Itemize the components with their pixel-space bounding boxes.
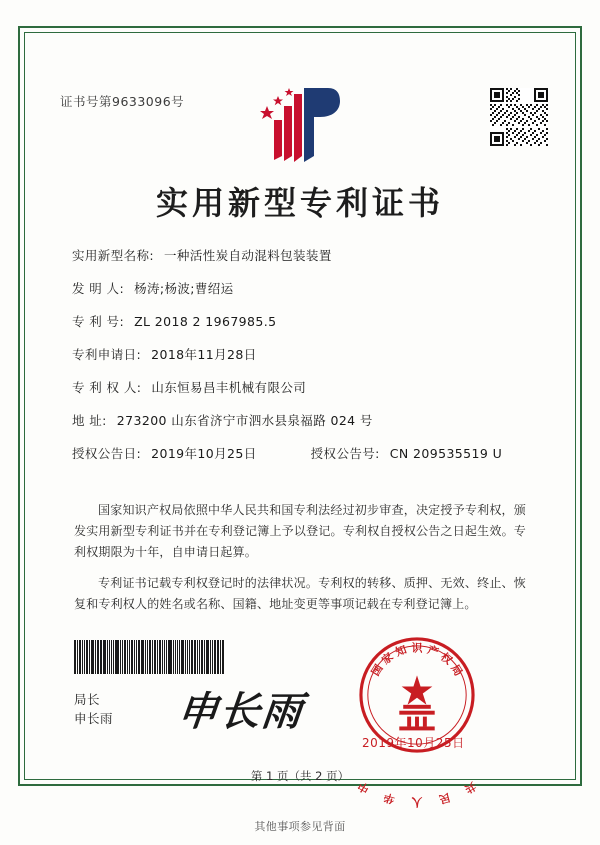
certificate-number: 证书号第9633096号 <box>60 94 185 109</box>
field-label: 实用新型名称: <box>72 248 155 263</box>
field-value: 273200 山东省济宁市泗水县泉福路 024 号 <box>116 413 373 428</box>
svg-text:知: 知 <box>393 643 409 660</box>
svg-text:识: 识 <box>411 641 423 655</box>
field-row-address <box>72 413 532 429</box>
field-label: 地 址: <box>72 413 107 428</box>
field-row-utility-model-name <box>72 248 532 264</box>
field-list <box>72 248 532 479</box>
signature-title: 局长 <box>74 692 101 707</box>
svg-text:华: 华 <box>382 790 397 806</box>
grant-publication-group <box>311 446 502 462</box>
field-row-patentee <box>72 380 532 396</box>
svg-text:家: 家 <box>379 650 396 668</box>
field-label: 专利申请日: <box>72 347 142 362</box>
paragraph-grant-statement: 国家知识产权局依照中华人民共和国专利法经过初步审查，决定授予专利权，颁发实用新型专利证书并在专利登记簿上予以登记。专利权自授权公告之日起生效。专利权期限为十年，自申请日起算。 <box>74 503 526 559</box>
field-row-grant-info <box>72 446 532 462</box>
field-row-patent-number <box>72 314 532 330</box>
corner-ornament-top-left <box>18 26 34 42</box>
corner-ornament-top-right <box>566 26 582 42</box>
field-value: 杨涛;杨波;曹绍运 <box>134 281 234 296</box>
barcode-icon <box>74 640 224 674</box>
footnote: 其他事项参见背面 <box>254 820 346 833</box>
qr-code-icon <box>490 88 548 146</box>
field-value: 2018年11月28日 <box>151 347 257 362</box>
field-label: 发 明 人: <box>72 281 125 296</box>
field-row-application-date <box>72 347 532 363</box>
field-value: ZL 2018 2 1967985.5 <box>134 314 277 329</box>
svg-text:局: 局 <box>448 662 466 679</box>
field-value: 山东恒易昌丰机械有限公司 <box>151 380 307 395</box>
field-value: 一种活性炭自动混料包装装置 <box>164 248 332 263</box>
handwritten-signature: 申长雨 <box>175 688 307 735</box>
seal-date: 2019年10月25日 <box>362 736 465 750</box>
svg-text:共: 共 <box>462 779 479 796</box>
signature-block <box>74 690 113 728</box>
field-label: 专 利 权 人: <box>72 380 142 395</box>
grant-publication-value: CN 209535519 U <box>389 446 503 461</box>
signature-name: 申长雨 <box>74 711 114 726</box>
svg-text:人: 人 <box>411 795 423 809</box>
svg-text:权: 权 <box>438 650 455 668</box>
field-row-inventors <box>72 281 532 297</box>
legal-text <box>74 500 526 625</box>
grant-publication-label: 授权公告号: <box>310 446 380 461</box>
svg-text:民: 民 <box>437 790 452 806</box>
grant-date-label: 授权公告日: <box>72 446 142 461</box>
paragraph-register-statement: 专利证书记载专利权登记时的法律状况。专利权的转移、质押、无效、终止、恢复和专利权人的姓名或名称、国籍、地址变更等事项记载在专利登记簿上。 <box>74 576 526 611</box>
page-indicator: 第 1 页（共 2 页） <box>250 769 350 783</box>
grant-date-value: 2019年10月25日 <box>151 446 257 461</box>
svg-text:国: 国 <box>368 662 386 679</box>
field-label: 专 利 号: <box>72 314 125 329</box>
svg-text:中: 中 <box>355 779 372 796</box>
patent-office-logo-icon <box>258 84 342 166</box>
svg-text:产: 产 <box>425 643 441 660</box>
page-title: 实用新型专利证书 <box>155 184 444 222</box>
